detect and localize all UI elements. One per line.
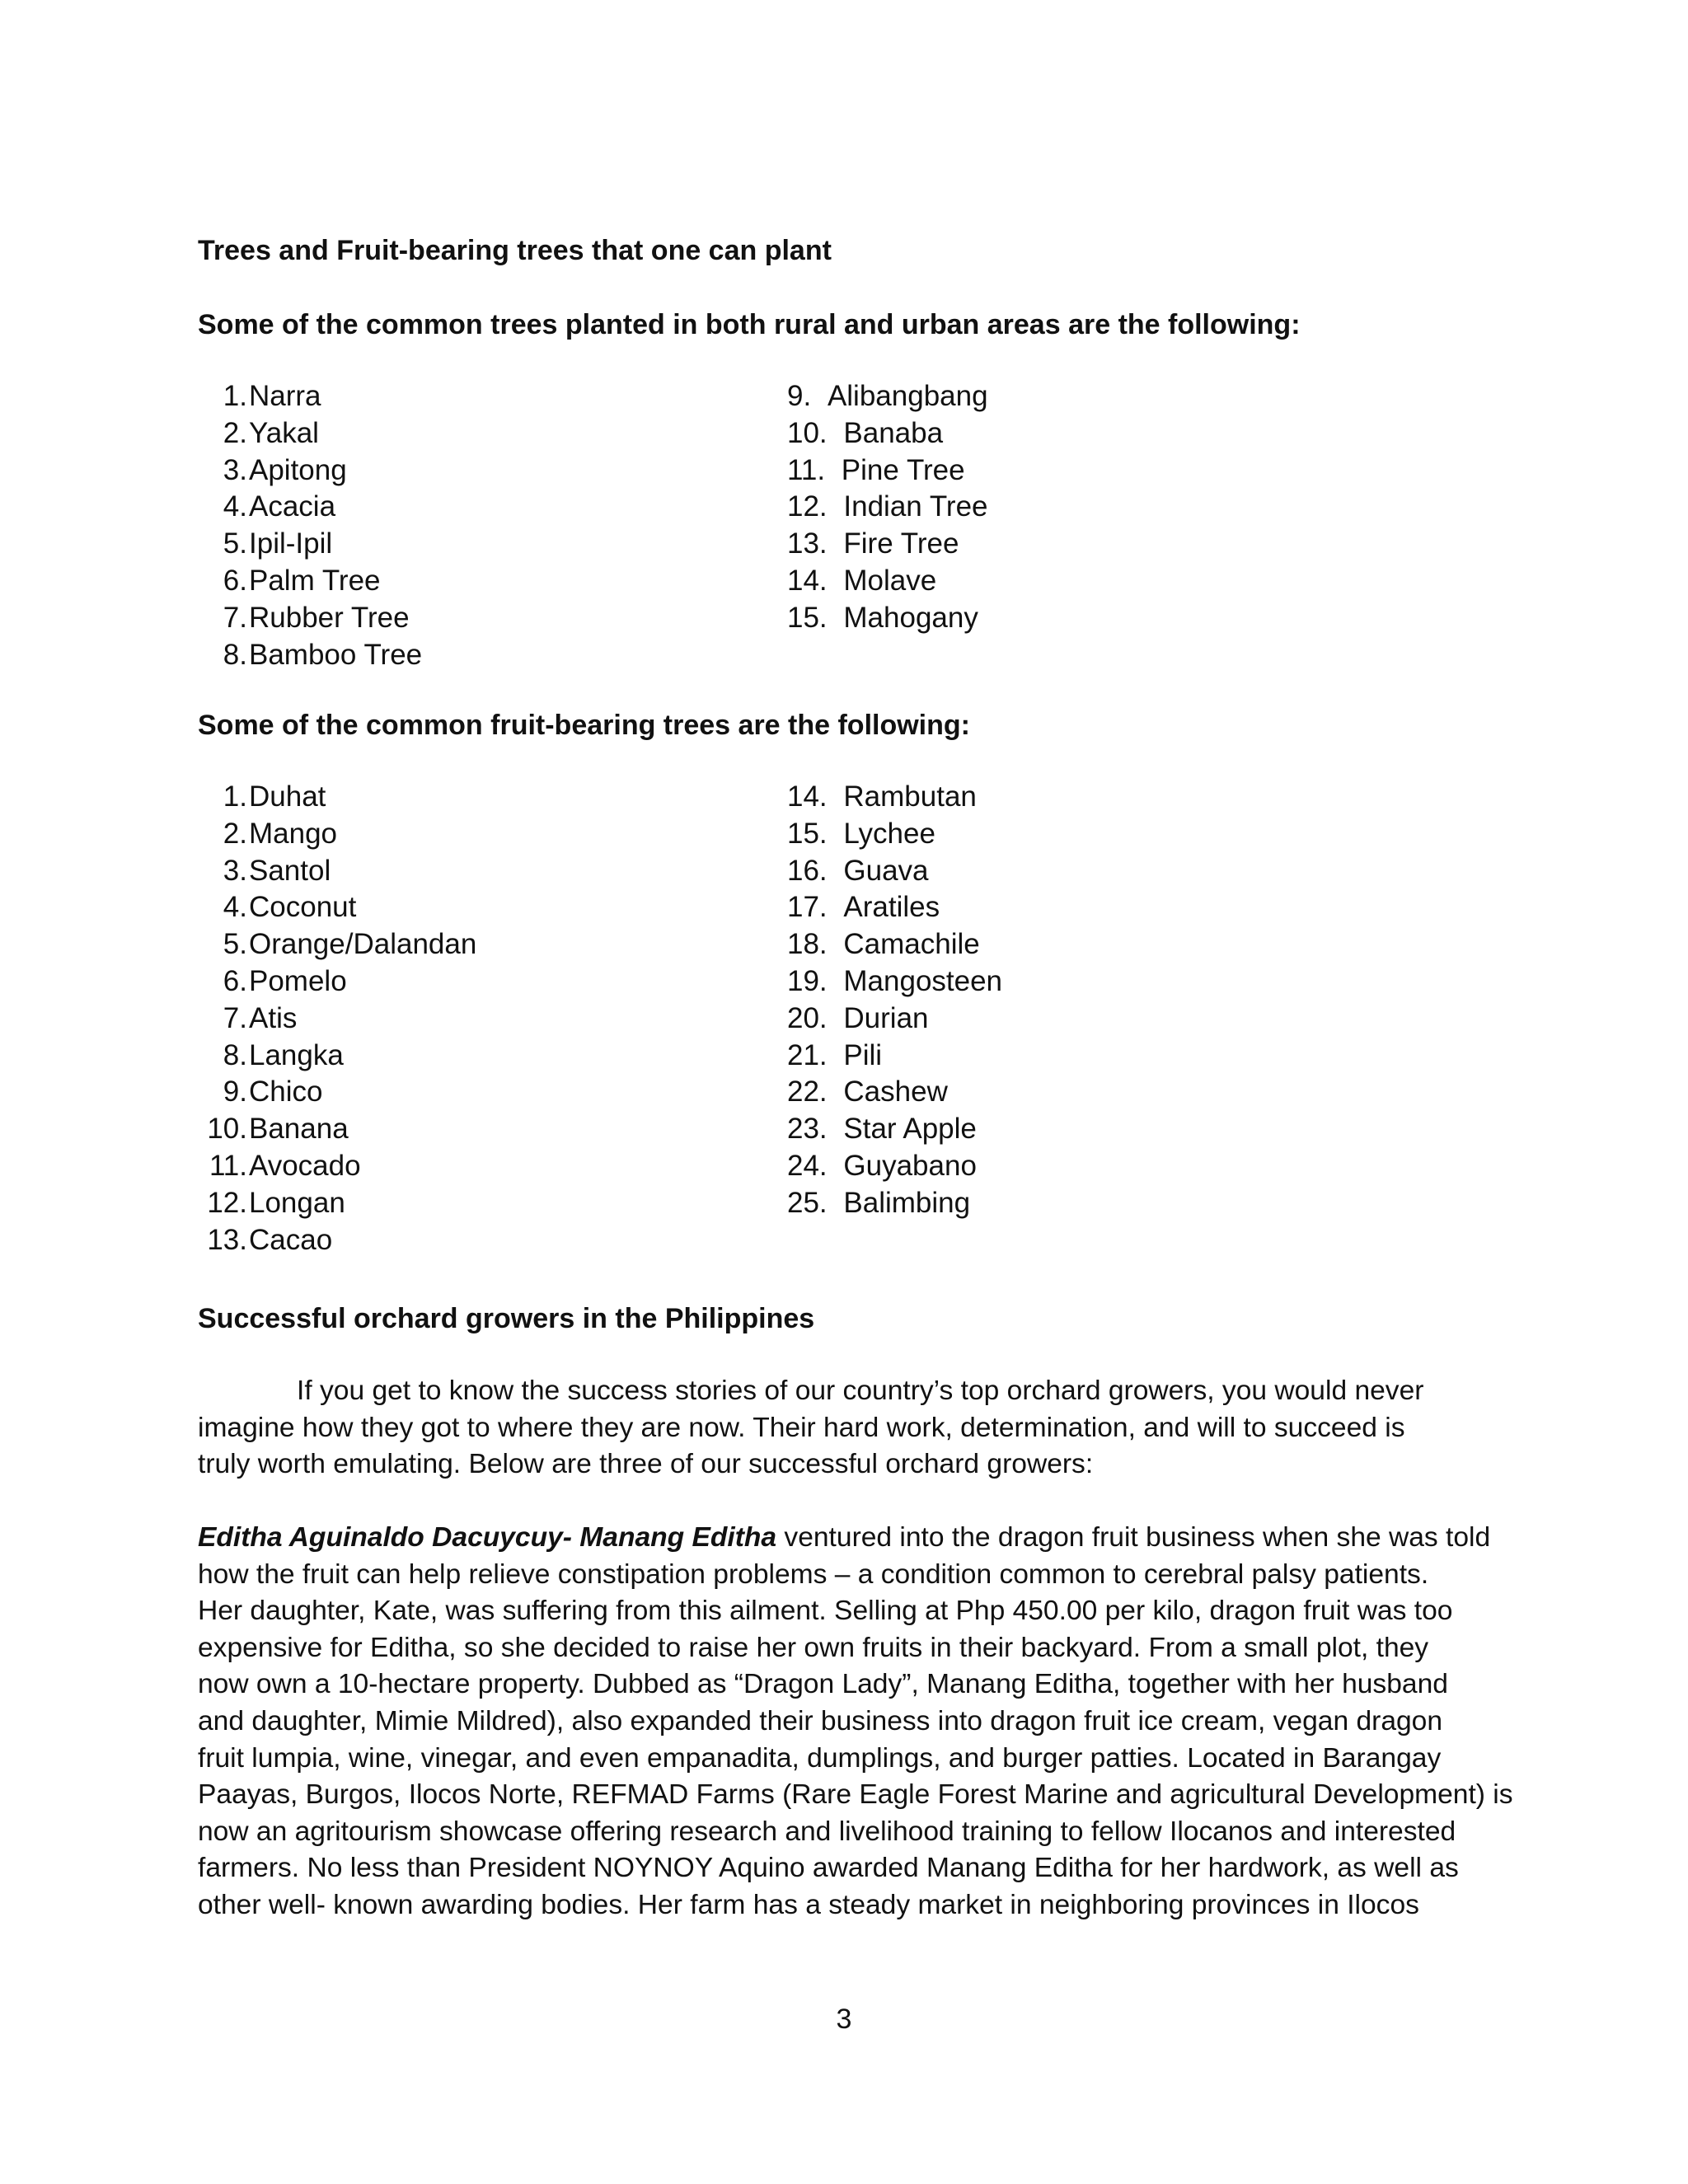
list-item bbox=[787, 816, 1002, 853]
item-label: Yakal bbox=[249, 416, 319, 449]
paragraph-line: imagine how they got to where they are now. Their hard work, determination, and will to succeed is bbox=[198, 1412, 1405, 1443]
item-number: 23. bbox=[787, 1113, 828, 1146]
paragraph-line: Her daughter, Kate, was suffering from this ailment. Selling at Php 450.00 per kilo, dragon fruit was too bbox=[198, 1596, 1453, 1627]
item-number: 14. bbox=[787, 780, 828, 813]
item-number: 2. bbox=[223, 817, 247, 850]
list-item bbox=[198, 1222, 333, 1259]
item-label: Durian bbox=[843, 1001, 929, 1034]
item-label: Banaba bbox=[843, 416, 944, 449]
item-number: 12. bbox=[207, 1186, 247, 1219]
item-label: Atis bbox=[249, 1001, 298, 1034]
trees-list-right bbox=[787, 378, 988, 637]
list-item bbox=[787, 378, 988, 415]
fruit-trees-list-right bbox=[787, 779, 1002, 1222]
trees-intro-heading: Some of the common trees planted in both rural and urban areas are the following: bbox=[198, 309, 1301, 340]
item-label: Molave bbox=[843, 564, 937, 597]
item-label: Coconut bbox=[249, 891, 357, 924]
item-number: 20. bbox=[787, 1001, 828, 1034]
list-item bbox=[198, 637, 423, 674]
item-number: 14. bbox=[787, 564, 828, 597]
list-item bbox=[787, 1111, 1002, 1148]
list-item bbox=[198, 452, 347, 490]
item-number: 12. bbox=[787, 490, 828, 523]
item-label: Ipil-Ipil bbox=[249, 527, 333, 560]
item-number: 4. bbox=[223, 891, 247, 924]
item-number: 13. bbox=[787, 527, 828, 560]
item-number: 16. bbox=[787, 854, 828, 887]
item-label: Rambutan bbox=[843, 780, 977, 813]
list-item bbox=[787, 489, 988, 526]
profile-name: Editha Aguinaldo Dacuycuy- Manang Editha bbox=[198, 1522, 777, 1553]
list-item bbox=[787, 415, 988, 452]
list-item bbox=[198, 415, 319, 452]
item-label: Palm Tree bbox=[249, 564, 381, 597]
item-number: 6. bbox=[223, 564, 247, 597]
item-number: 6. bbox=[223, 964, 247, 997]
list-item bbox=[787, 779, 1002, 816]
list-item bbox=[787, 1038, 1002, 1075]
item-label: Pomelo bbox=[249, 964, 347, 997]
item-label: Alibangbang bbox=[827, 380, 988, 412]
list-item bbox=[198, 1111, 349, 1148]
list-item bbox=[787, 963, 1002, 1001]
item-label: Guava bbox=[843, 854, 929, 887]
item-number: 3. bbox=[223, 453, 247, 486]
section-title-trees: Trees and Fruit-bearing trees that one can plant bbox=[198, 235, 832, 266]
list-item bbox=[198, 963, 347, 1001]
item-number: 17. bbox=[787, 891, 828, 924]
item-number: 22. bbox=[787, 1076, 828, 1108]
item-label: Santol bbox=[249, 854, 331, 887]
paragraph-line: and daughter, Mimie Mildred), also expanded their business into dragon fruit ice cream, vegan dragon bbox=[198, 1705, 1443, 1736]
profile-paragraph-editha bbox=[198, 1520, 1513, 1924]
item-label: Narra bbox=[249, 380, 321, 412]
list-item bbox=[198, 1001, 298, 1038]
item-number: 15. bbox=[787, 817, 828, 850]
item-label: Apitong bbox=[249, 453, 347, 486]
item-number: 5. bbox=[223, 928, 247, 961]
item-label: Fire Tree bbox=[843, 527, 959, 560]
item-label: Orange/Dalandan bbox=[249, 928, 477, 961]
item-number: 7. bbox=[223, 601, 247, 634]
list-item bbox=[787, 1148, 1002, 1185]
item-label: Mahogany bbox=[843, 601, 978, 634]
item-label: Duhat bbox=[249, 780, 326, 813]
item-label: Mango bbox=[249, 817, 338, 850]
list-item bbox=[787, 926, 1002, 963]
item-label: Star Apple bbox=[843, 1113, 977, 1146]
paragraph-line: farmers. No less than President NOYNOY Aquino awarded Manang Editha for her hardwork, as well as bbox=[198, 1853, 1459, 1884]
item-label: Aratiles bbox=[843, 891, 940, 924]
item-number: 10. bbox=[207, 1113, 247, 1146]
list-item bbox=[198, 816, 338, 853]
paragraph-line: expensive for Editha, so she decided to raise her own fruits in their backyard. From a small plot, they bbox=[198, 1632, 1429, 1663]
item-label: Longan bbox=[249, 1186, 345, 1219]
paragraph-line bbox=[198, 1373, 1500, 1410]
item-number: 1. bbox=[223, 780, 247, 813]
item-number: 7. bbox=[223, 1001, 247, 1034]
list-item bbox=[198, 1185, 345, 1222]
fruit-trees-intro-heading: Some of the common fruit-bearing trees are the following: bbox=[198, 710, 970, 741]
item-label: Cashew bbox=[843, 1076, 948, 1108]
item-number: 4. bbox=[223, 490, 247, 523]
item-number: 18. bbox=[787, 928, 828, 961]
item-number: 1. bbox=[223, 380, 247, 412]
item-label: Indian Tree bbox=[843, 490, 988, 523]
list-item bbox=[787, 853, 1002, 890]
list-item bbox=[787, 1074, 1002, 1111]
item-number: 5. bbox=[223, 527, 247, 560]
item-number: 9. bbox=[223, 1076, 247, 1108]
paragraph-line: how the fruit can help relieve constipation problems – a condition common to cerebral palsy patients. bbox=[198, 1558, 1429, 1590]
list-item bbox=[198, 1148, 361, 1185]
orchard-intro-paragraph bbox=[198, 1373, 1500, 1483]
fruit-trees-list-left bbox=[198, 779, 477, 1258]
page-number: 3 bbox=[836, 2004, 852, 2035]
list-item bbox=[198, 378, 321, 415]
list-item bbox=[198, 889, 357, 926]
item-number: 19. bbox=[787, 964, 828, 997]
item-number: 21. bbox=[787, 1038, 828, 1071]
paragraph-line bbox=[198, 1520, 1500, 1557]
item-number: 15. bbox=[787, 601, 828, 634]
paragraph-line: fruit lumpia, wine, vinegar, and even empanadita, dumplings, and burger patties. Located in Barangay bbox=[198, 1742, 1442, 1774]
list-item bbox=[787, 452, 988, 490]
item-number: 25. bbox=[787, 1186, 828, 1219]
item-label: Banana bbox=[249, 1113, 349, 1146]
list-item bbox=[198, 779, 326, 816]
paragraph-line: now an agritourism showcase offering research and livelihood training to fellow Ilocanos and interested bbox=[198, 1816, 1456, 1847]
list-item bbox=[198, 1038, 344, 1075]
item-number: 8. bbox=[223, 1038, 247, 1071]
list-item bbox=[198, 1074, 323, 1111]
item-label: Acacia bbox=[249, 490, 336, 523]
item-number: 9. bbox=[787, 380, 812, 412]
item-label: Cacao bbox=[249, 1223, 333, 1256]
item-label: Mangosteen bbox=[843, 964, 1003, 997]
item-label: Langka bbox=[249, 1038, 344, 1071]
item-number: 11. bbox=[209, 1149, 247, 1182]
list-item bbox=[787, 600, 988, 637]
item-label: Rubber Tree bbox=[249, 601, 410, 634]
list-item bbox=[787, 563, 988, 600]
paragraph-line: truly worth emulating. Below are three of our successful orchard growers: bbox=[198, 1449, 1094, 1480]
item-number: 2. bbox=[223, 416, 247, 449]
list-item bbox=[198, 600, 410, 637]
item-label: Pine Tree bbox=[841, 453, 965, 486]
item-label: Chico bbox=[249, 1076, 323, 1108]
item-label: Guyabano bbox=[843, 1149, 977, 1182]
list-item bbox=[198, 489, 336, 526]
trees-list-left bbox=[198, 378, 423, 673]
item-label: Camachile bbox=[843, 928, 980, 961]
item-number: 24. bbox=[787, 1149, 828, 1182]
item-number: 8. bbox=[223, 638, 247, 671]
line-text: ventured into the dragon fruit business when she was told bbox=[776, 1522, 1491, 1553]
item-label: Pili bbox=[843, 1038, 883, 1071]
paragraph-line: other well- known awarding bodies. Her farm has a steady market in neighboring provinces in Ilocos bbox=[198, 1889, 1419, 1920]
line-text: If you get to know the success stories of our country’s top orchard growers, you would never bbox=[297, 1376, 1424, 1406]
item-number: 11. bbox=[787, 453, 826, 486]
item-label: Avocado bbox=[249, 1149, 361, 1182]
list-item bbox=[787, 1185, 1002, 1222]
paragraph-line: Paayas, Burgos, Ilocos Norte, REFMAD Farms (Rare Eagle Forest Marine and agricultural Development) is bbox=[198, 1779, 1513, 1811]
list-item bbox=[787, 889, 1002, 926]
list-item bbox=[198, 563, 381, 600]
item-number: 10. bbox=[787, 416, 828, 449]
item-label: Bamboo Tree bbox=[249, 638, 423, 671]
item-label: Balimbing bbox=[843, 1186, 971, 1219]
item-number: 13. bbox=[207, 1223, 247, 1256]
paragraph-line: now own a 10-hectare property. Dubbed as “Dragon Lady”, Manang Editha, together with her husband bbox=[198, 1669, 1448, 1700]
list-item bbox=[198, 526, 333, 563]
list-item bbox=[787, 1001, 1002, 1038]
list-item bbox=[198, 853, 331, 890]
item-label: Lychee bbox=[843, 817, 935, 850]
list-item bbox=[787, 526, 988, 563]
list-item bbox=[198, 926, 477, 963]
item-number: 3. bbox=[223, 854, 247, 887]
section-title-orchard-growers: Successful orchard growers in the Philippines bbox=[198, 1303, 815, 1334]
